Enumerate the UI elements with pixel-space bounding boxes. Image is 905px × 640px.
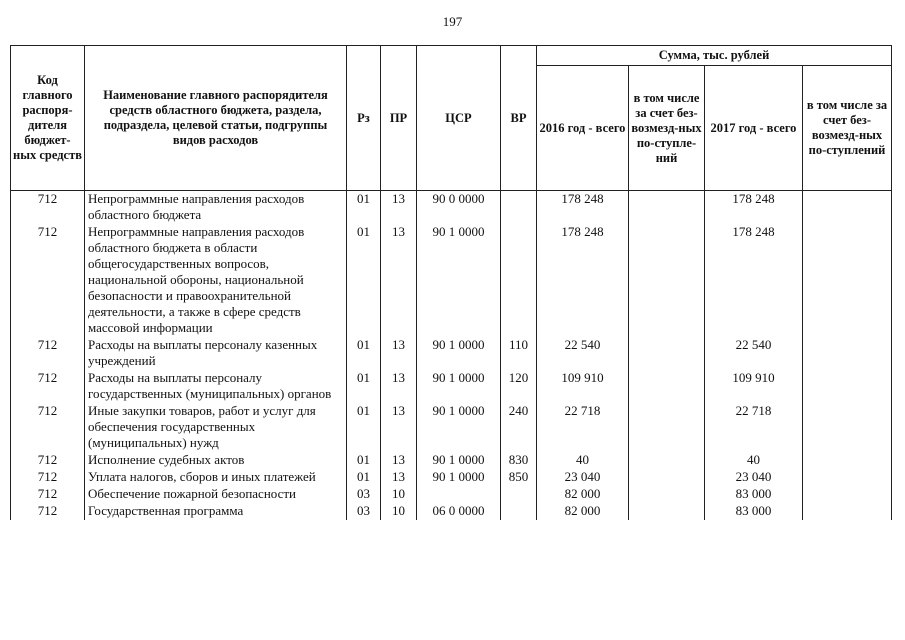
cell-2016-grants [629, 337, 705, 370]
cell-2016-total: 178 248 [537, 224, 629, 337]
cell-pr: 13 [381, 191, 417, 225]
table-row [11, 403, 892, 452]
table-row [11, 370, 892, 403]
cell-2017-grants [803, 370, 892, 403]
cell-2016-grants [629, 403, 705, 452]
header-sum: Сумма, тыс. рублей [537, 46, 892, 66]
cell-2017-grants [803, 191, 892, 225]
cell-2017-grants [803, 503, 892, 520]
header-2017-total: 2017 год - всего [705, 66, 803, 191]
cell-2016-total: 82 000 [537, 503, 629, 520]
cell-2016-grants [629, 370, 705, 403]
cell-code: 712 [11, 452, 85, 469]
cell-2016-total: 40 [537, 452, 629, 469]
cell-rz: 01 [347, 224, 381, 337]
cell-2016-total: 178 248 [537, 191, 629, 225]
cell-vr: 240 [501, 403, 537, 452]
cell-2017-grants [803, 469, 892, 486]
header-2016-total: 2016 год - всего [537, 66, 629, 191]
cell-2017-total: 22 718 [705, 403, 803, 452]
cell-pr: 13 [381, 452, 417, 469]
header-2016-grants: в том числе за счет без-возмезд-ных по-ступле-ний [629, 66, 705, 191]
cell-2016-grants [629, 224, 705, 337]
header-rz: Рз [347, 46, 381, 191]
cell-rz: 01 [347, 403, 381, 452]
cell-2017-total: 40 [705, 452, 803, 469]
table-row [11, 337, 892, 370]
header-2017-grants: в том числе за счет без-возмезд-ных по-ступлений [803, 66, 892, 191]
page-number: 197 [442, 14, 463, 29]
cell-csr: 90 0 0000 [417, 191, 501, 225]
cell-rz: 01 [347, 469, 381, 486]
cell-vr [501, 486, 537, 503]
cell-pr: 13 [381, 403, 417, 452]
cell-2017-total: 83 000 [705, 486, 803, 503]
header-pr: ПР [381, 46, 417, 191]
cell-name: Уплата налогов, сборов и иных платежей [85, 469, 347, 486]
cell-rz: 01 [347, 370, 381, 403]
cell-2017-total: 23 040 [705, 469, 803, 486]
cell-pr: 13 [381, 469, 417, 486]
cell-code: 712 [11, 337, 85, 370]
cell-rz: 01 [347, 337, 381, 370]
table-row [11, 486, 892, 503]
cell-csr: 90 1 0000 [417, 452, 501, 469]
cell-2016-total: 23 040 [537, 469, 629, 486]
cell-name: Исполнение судебных актов [85, 452, 347, 469]
cell-2017-grants [803, 224, 892, 337]
cell-vr: 120 [501, 370, 537, 403]
cell-pr: 13 [381, 337, 417, 370]
cell-code: 712 [11, 370, 85, 403]
cell-2017-total: 22 540 [705, 337, 803, 370]
cell-2016-grants [629, 486, 705, 503]
cell-code: 712 [11, 486, 85, 503]
cell-name: Обеспечение пожарной безопасности [85, 486, 347, 503]
cell-2016-total: 82 000 [537, 486, 629, 503]
cell-2017-grants [803, 337, 892, 370]
cell-rz: 03 [347, 503, 381, 520]
header-code: Код главного распоря-дителя бюджет-ных средств [11, 46, 85, 191]
cell-name: Иные закупки товаров, работ и услуг для обеспечения государственных (муниципальных) нужд [85, 403, 347, 452]
cell-csr: 90 1 0000 [417, 469, 501, 486]
cell-2017-total: 178 248 [705, 191, 803, 225]
cell-name: Непрограммные направления расходов областного бюджета [85, 191, 347, 225]
cell-name: Непрограммные направления расходов областного бюджета в области общегосударственных вопросов, национальной обороны, национальной безопасности и правоохранительной деятельности, а также в сфере средств массовой информации [85, 224, 347, 337]
cell-rz: 01 [347, 452, 381, 469]
cell-2016-grants [629, 503, 705, 520]
table-row [11, 503, 892, 520]
cell-2016-total: 22 718 [537, 403, 629, 452]
cell-vr [501, 191, 537, 225]
cell-2017-total: 178 248 [705, 224, 803, 337]
cell-rz: 03 [347, 486, 381, 503]
cell-name: Государственная программа [85, 503, 347, 520]
cell-code: 712 [11, 224, 85, 337]
cell-2017-grants [803, 403, 892, 452]
cell-code: 712 [11, 403, 85, 452]
cell-code: 712 [11, 191, 85, 225]
cell-2017-total: 83 000 [705, 503, 803, 520]
cell-2016-grants [629, 469, 705, 486]
cell-csr: 90 1 0000 [417, 224, 501, 337]
table-row [11, 191, 892, 225]
budget-table [10, 45, 892, 520]
cell-2016-total: 22 540 [537, 337, 629, 370]
cell-rz: 01 [347, 191, 381, 225]
cell-code: 712 [11, 469, 85, 486]
cell-pr: 13 [381, 224, 417, 337]
header-vr: ВР [501, 46, 537, 191]
table-header [11, 46, 892, 191]
cell-2016-total: 109 910 [537, 370, 629, 403]
table-body [11, 191, 892, 521]
cell-2017-grants [803, 452, 892, 469]
cell-pr: 10 [381, 486, 417, 503]
cell-csr: 06 0 0000 [417, 503, 501, 520]
cell-name: Расходы на выплаты персоналу казенных учреждений [85, 337, 347, 370]
cell-2016-grants [629, 191, 705, 225]
cell-csr: 90 1 0000 [417, 337, 501, 370]
cell-vr: 830 [501, 452, 537, 469]
cell-csr: 90 1 0000 [417, 403, 501, 452]
header-csr: ЦСР [417, 46, 501, 191]
header-name: Наименование главного распорядителя средств областного бюджета, раздела, подраздела, целевой статьи, подгруппы видов расходов [85, 46, 347, 191]
cell-vr: 110 [501, 337, 537, 370]
cell-pr: 13 [381, 370, 417, 403]
cell-name: Расходы на выплаты персоналу государственных (муниципальных) органов [85, 370, 347, 403]
cell-code: 712 [11, 503, 85, 520]
cell-2017-grants [803, 486, 892, 503]
cell-vr [501, 224, 537, 337]
cell-csr: 90 1 0000 [417, 370, 501, 403]
cell-pr: 10 [381, 503, 417, 520]
cell-2016-grants [629, 452, 705, 469]
cell-2017-total: 109 910 [705, 370, 803, 403]
cell-vr [501, 503, 537, 520]
cell-csr [417, 486, 501, 503]
table-row [11, 224, 892, 337]
table-row [11, 452, 892, 469]
table-row [11, 469, 892, 486]
cell-vr: 850 [501, 469, 537, 486]
